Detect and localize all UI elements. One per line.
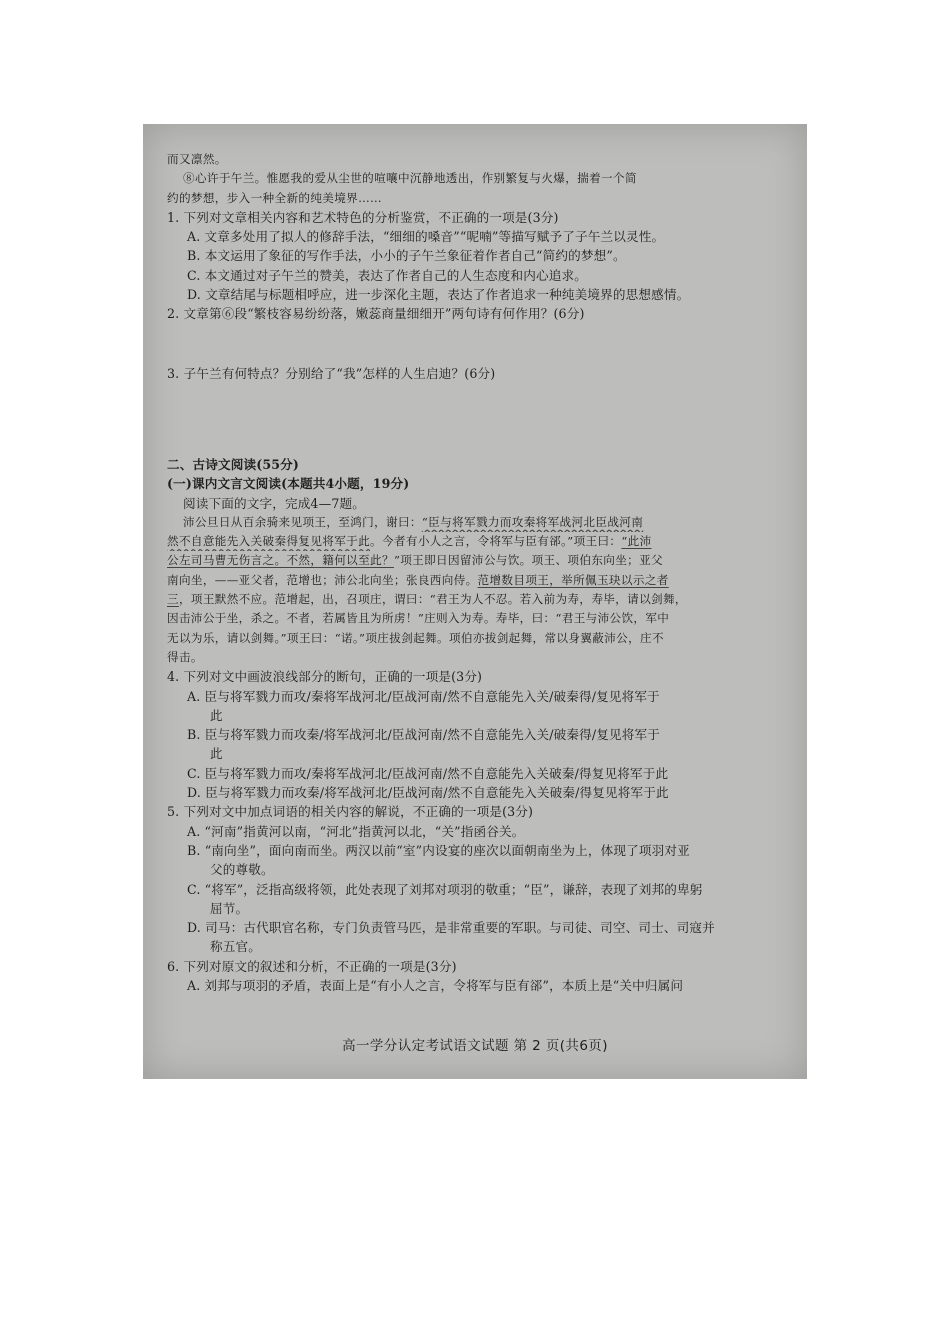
underlined-text: 公左司马曹无伤言之。不然，籍何以至此？ <box>167 553 394 568</box>
page-footer: 高一学分认定考试语文试题 第 2 页(共6页) <box>342 1038 608 1054</box>
wavy-underlined-text: 然不自意能先入关破秦得复见将军于此 <box>167 534 371 549</box>
answer-space <box>167 383 781 455</box>
exam-page-photo <box>143 124 807 1079</box>
question-5-option-c: C. “将军”，泛指高级将领，此处表现了刘邦对项羽的敬重；“臣”，谦辞，表现了刘邦的卑躬 <box>187 881 703 897</box>
question-3: 3. 子午兰有何特点？分别给了“我”怎样的人生启迪？(6分) <box>167 365 496 381</box>
question-5-option-a: A. “河南”指黄河以南，“河北”指黄河以北，“关”指函谷关。 <box>187 823 525 839</box>
question-1-option-c: C. 本文通过对子午兰的赞美，表达了作者自己的人生态度和内心追求。 <box>187 267 587 283</box>
question-1-option-d: D. 文章结尾与标题相呼应，进一步深化主题，表达了作者追求一种纯美境界的思想感情。 <box>187 287 690 303</box>
question-4-option-c: C. 臣与将军戮力而攻/秦将军战河北/臣战河南/然不自意能先入关破秦/得复见将军于此 <box>187 765 669 781</box>
question-5-option-b-cont: 父的尊敬。 <box>210 862 274 878</box>
question-6-option-a: A. 刘邦与项羽的矛盾，表面上是“有小人之言，令将军与臣有郤”，本质上是“关中归属问 <box>187 977 684 993</box>
question-6-stem: 6. 下列对原文的叙述和分析，不正确的一项是(3分) <box>167 958 457 974</box>
underlined-text: 范增数目项王，举所佩玉玦以示之者 <box>477 572 669 587</box>
question-5-option-d-cont: 称五官。 <box>210 939 261 955</box>
subsection-title: (一)课内文言文阅读(本题共4小题，19分) <box>167 476 410 492</box>
passage-line: 得击。 <box>167 649 203 664</box>
question-5-option-b: B. “南向坐”，面向南而坐。两汉以前“室”内设宴的座次以面朝南坐为上，体现了项羽对亚 <box>187 842 690 858</box>
passage-line: 无以为乐，请以剑舞。”项王曰：“诺。”项庄拔剑起舞。项伯亦拔剑起舞，常以身翼蔽沛公，庄不 <box>167 630 664 645</box>
reading-instruction: 阅读下面的文字，完成4—7题。 <box>183 495 365 511</box>
answer-space <box>167 324 781 364</box>
passage-line: 南向坐，——亚父者，范增也；沛公北向坐；张良西向侍。范增数目项王，举所佩玉玦以示之者 <box>167 572 669 587</box>
question-1-option-b: B. 本文运用了象征的写作手法，小小的子午兰象征着作者自己“简约的梦想”。 <box>187 248 626 264</box>
passage-line: 沛公旦日从百余骑来见项王，至鸿门，谢曰：“臣与将军戮力而攻秦将军战河北臣战河南 <box>183 514 644 529</box>
question-4-stem: 4. 下列对文中画波浪线部分的断句，正确的一项是(3分) <box>167 669 483 685</box>
question-4-option-a-cont: 此 <box>210 707 223 723</box>
passage-line: 然不自意能先入关破秦得复见将军于此。今者有小人之言，令将军与臣有郤。”项王曰：“此沛 <box>167 534 652 549</box>
question-5-stem: 5. 下列对文中加点词语的相关内容的解说，不正确的一项是(3分) <box>167 804 534 820</box>
question-4-option-a: A. 臣与将军戮力而攻/秦将军战河北/臣战河南/然不自意能先入关/破秦得/复见将军于 <box>187 688 660 704</box>
passage-line: 因击沛公于坐，杀之。不者，若属皆且为所虏！”庄则入为寿。寿毕，曰：“君王与沛公饮，军中 <box>167 611 670 626</box>
question-1-option-a: A. 文章多处用了拟人的修辞手法，“细细的嗓音”“呢喃”等描写赋予了子午兰以灵性。 <box>187 229 665 245</box>
question-4-option-d: D. 臣与将军戮力而攻秦/将军战河北/臣战河南/然不自意能先入关破秦/得复见将军于此 <box>187 785 669 801</box>
passage-line: 公左司马曹无伤言之。不然，籍何以至此？”项王即日因留沛公与饮。项王、项伯东向坐；亚父 <box>167 553 663 568</box>
text-line: 而又凛然。 <box>167 152 227 166</box>
text-line: 约的梦想，步入一种全新的纯美境界…… <box>167 190 382 205</box>
wavy-underlined-text: “臣与将军戮力而攻秦将军战河北臣战河南 <box>421 514 644 529</box>
question-1-stem: 1. 下列对文章相关内容和艺术特色的分析鉴赏，不正确的一项是(3分) <box>167 209 559 225</box>
underlined-text: 三 <box>167 592 179 607</box>
underlined-text: “此沛 <box>621 534 652 549</box>
question-5-option-c-cont: 屈节。 <box>210 900 249 916</box>
question-4-option-b-cont: 此 <box>210 746 223 762</box>
text-line: ⑧心许于午兰。惟愿我的爱从尘世的喧嚷中沉静地透出，作别繁复与火爆，揣着一个简 <box>183 171 637 186</box>
question-2: 2. 文章第⑥段“繁枝容易纷纷落，嫩蕊商量细细开”两句诗有何作用？(6分) <box>167 306 585 322</box>
section-title: 二、古诗文阅读(55分) <box>167 456 299 472</box>
question-4-option-b: B. 臣与将军戮力而攻秦/将军战河北/臣战河南/然不自意能先入关/破秦得/复见将军于 <box>187 727 660 743</box>
question-5-option-d: D. 司马：古代职官名称，专门负责管马匹，是非常重要的军职。与司徒、司空、司士、司寇并 <box>187 920 715 936</box>
passage-line: 三，项王默然不应。范增起，出，召项庄，谓曰：“君王为人不忍。若入前为寿，寿毕，请以剑舞， <box>167 592 687 607</box>
